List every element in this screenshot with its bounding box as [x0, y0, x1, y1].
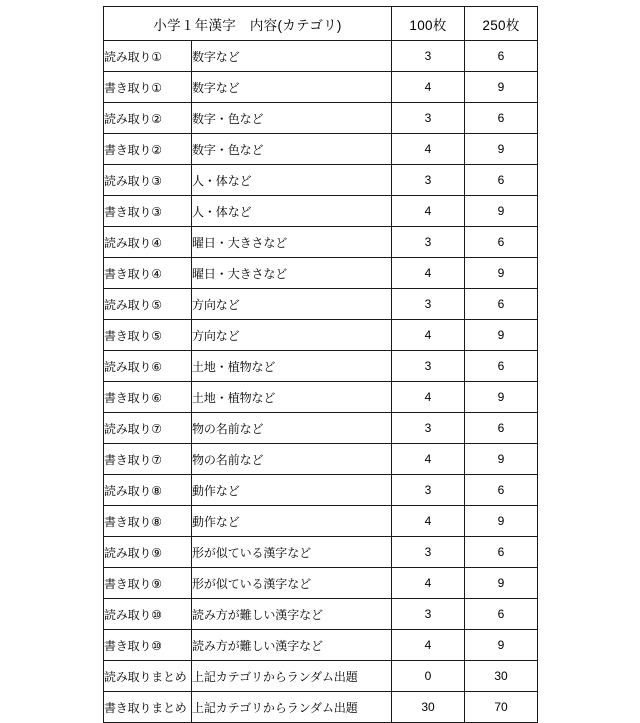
cell-count-250: 6 [465, 413, 538, 444]
cell-count-250: 9 [465, 134, 538, 165]
cell-category: 曜日・大きさなど [192, 227, 392, 258]
cell-count-250: 6 [465, 227, 538, 258]
cell-category: 方向など [192, 289, 392, 320]
cell-count-250: 70 [465, 692, 538, 723]
cell-count-100: 4 [392, 506, 465, 537]
cell-count-250: 9 [465, 506, 538, 537]
cell-count-100: 4 [392, 134, 465, 165]
cell-label: 読み取り⑨ [104, 537, 192, 568]
cell-category: 動作など [192, 506, 392, 537]
cell-count-250: 9 [465, 630, 538, 661]
cell-count-250: 6 [465, 289, 538, 320]
header-col-250: 250枚 [465, 7, 538, 41]
cell-label: 読み取り⑥ [104, 351, 192, 382]
table-row [104, 41, 538, 72]
cell-count-100: 4 [392, 196, 465, 227]
cell-label: 書き取り⑨ [104, 568, 192, 599]
table-row [104, 568, 538, 599]
cell-category: 上記カテゴリからランダム出題 [192, 661, 392, 692]
table-row [104, 506, 538, 537]
table-row [104, 134, 538, 165]
table-row [104, 630, 538, 661]
cell-label: 書き取り② [104, 134, 192, 165]
cell-count-250: 6 [465, 599, 538, 630]
table-row [104, 196, 538, 227]
cell-count-250: 9 [465, 382, 538, 413]
kanji-curriculum-table [103, 6, 538, 723]
cell-count-100: 3 [392, 41, 465, 72]
cell-label: 書き取り⑦ [104, 444, 192, 475]
table-row [104, 258, 538, 289]
cell-category: 数字など [192, 72, 392, 103]
cell-label: 読み取り⑦ [104, 413, 192, 444]
cell-label: 書き取り④ [104, 258, 192, 289]
cell-label: 読み取り⑧ [104, 475, 192, 506]
cell-count-100: 0 [392, 661, 465, 692]
table-row [104, 103, 538, 134]
table-row [104, 599, 538, 630]
cell-category: 上記カテゴリからランダム出題 [192, 692, 392, 723]
table-row [104, 692, 538, 723]
table-row [104, 227, 538, 258]
cell-count-100: 3 [392, 599, 465, 630]
cell-label: 書き取り⑥ [104, 382, 192, 413]
header-col-100: 100枚 [392, 7, 465, 41]
cell-category: 物の名前など [192, 413, 392, 444]
table-row [104, 475, 538, 506]
table-row [104, 351, 538, 382]
cell-count-100: 4 [392, 72, 465, 103]
cell-count-100: 4 [392, 568, 465, 599]
cell-count-250: 9 [465, 196, 538, 227]
cell-count-250: 9 [465, 72, 538, 103]
table-row [104, 72, 538, 103]
cell-label: 読み取り⑩ [104, 599, 192, 630]
cell-count-100: 3 [392, 351, 465, 382]
cell-count-250: 9 [465, 444, 538, 475]
cell-label: 書き取り③ [104, 196, 192, 227]
cell-count-250: 6 [465, 537, 538, 568]
cell-category: 読み方が難しい漢字など [192, 599, 392, 630]
cell-category: 曜日・大きさなど [192, 258, 392, 289]
cell-count-250: 6 [465, 103, 538, 134]
cell-count-250: 30 [465, 661, 538, 692]
cell-count-100: 3 [392, 165, 465, 196]
cell-label: 読み取り② [104, 103, 192, 134]
cell-count-100: 3 [392, 103, 465, 134]
cell-category: 形が似ている漢字など [192, 568, 392, 599]
cell-label: 読み取り① [104, 41, 192, 72]
table-row [104, 413, 538, 444]
cell-category: 形が似ている漢字など [192, 537, 392, 568]
cell-label: 読み取り④ [104, 227, 192, 258]
table-header [104, 7, 538, 41]
cell-count-100: 4 [392, 258, 465, 289]
table-row [104, 320, 538, 351]
cell-count-100: 3 [392, 537, 465, 568]
cell-count-100: 30 [392, 692, 465, 723]
cell-label: 読み取りまとめ [104, 661, 192, 692]
cell-count-250: 6 [465, 165, 538, 196]
cell-category: 土地・植物など [192, 351, 392, 382]
cell-count-250: 9 [465, 258, 538, 289]
cell-category: 動作など [192, 475, 392, 506]
cell-count-100: 3 [392, 475, 465, 506]
cell-count-100: 3 [392, 289, 465, 320]
table-row [104, 444, 538, 475]
cell-label: 読み取り③ [104, 165, 192, 196]
cell-category: 数字・色など [192, 134, 392, 165]
cell-count-100: 3 [392, 227, 465, 258]
cell-category: 人・体など [192, 196, 392, 227]
cell-count-250: 9 [465, 568, 538, 599]
cell-category: 数字など [192, 41, 392, 72]
cell-label: 書き取り⑩ [104, 630, 192, 661]
table-row [104, 165, 538, 196]
header-row [104, 7, 538, 41]
cell-category: 物の名前など [192, 444, 392, 475]
cell-count-100: 4 [392, 320, 465, 351]
table-row [104, 537, 538, 568]
cell-label: 書き取り⑤ [104, 320, 192, 351]
cell-count-250: 9 [465, 320, 538, 351]
cell-count-250: 6 [465, 351, 538, 382]
cell-category: 人・体など [192, 165, 392, 196]
cell-count-100: 4 [392, 630, 465, 661]
cell-category: 読み方が難しい漢字など [192, 630, 392, 661]
table-row [104, 661, 538, 692]
cell-category: 方向など [192, 320, 392, 351]
table-body [104, 41, 538, 723]
cell-category: 土地・植物など [192, 382, 392, 413]
table-row [104, 289, 538, 320]
cell-label: 書き取り① [104, 72, 192, 103]
table-row [104, 382, 538, 413]
cell-label: 書き取りまとめ [104, 692, 192, 723]
cell-count-100: 4 [392, 382, 465, 413]
cell-label: 書き取り⑧ [104, 506, 192, 537]
cell-count-250: 6 [465, 475, 538, 506]
cell-count-250: 6 [465, 41, 538, 72]
cell-category: 数字・色など [192, 103, 392, 134]
cell-count-100: 3 [392, 413, 465, 444]
header-title-cell: 小学１年漢字 内容(カテゴリ) [104, 7, 392, 41]
cell-label: 読み取り⑤ [104, 289, 192, 320]
cell-count-100: 4 [392, 444, 465, 475]
